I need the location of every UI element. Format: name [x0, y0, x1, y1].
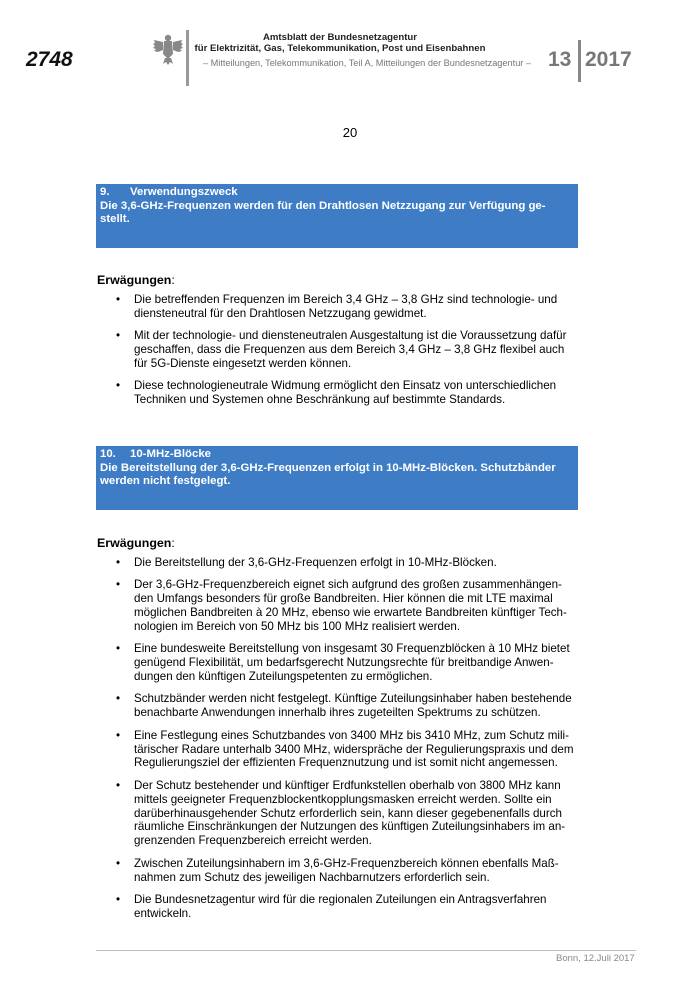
list-item [96, 779, 580, 849]
issue-number: 13 [548, 48, 572, 71]
page-number: 2748 [26, 48, 73, 71]
gazette-title-line2: für Elektrizität, Gas, Telekommunikation, Post und Eisenbahnen [194, 43, 486, 54]
section-9-box [96, 184, 578, 248]
bullet-glyph: • [116, 379, 121, 393]
list-item [96, 642, 580, 684]
list-item [96, 578, 580, 634]
federal-eagle-icon [152, 32, 184, 66]
section-9-title: Verwendungszweck [130, 186, 238, 198]
bullet-glyph: • [116, 692, 121, 706]
considerations-heading: Erwägungen [97, 273, 172, 287]
list-item-text: Der 3,6-GHz-Frequenzbereich eignet sich aufgrund des großen zusammenhängen- den Umfangs besonders für große Bandbreiten. Hier können die mit LTE maximal möglichen Bandbreiten à 20 MHz, ebenso wie erwartete Bandbreiten künftiger Tech- nologien im Bereich von 50 MHz bis 100 MHz realisiert werden. [134, 578, 567, 634]
bullet-glyph: • [116, 578, 121, 592]
list-item-text: Eine bundesweite Bereitstellung von insgesamt 30 Frequenzblöcken à 10 MHz bietet genügend Flexibilität, um bedarfsgerecht Nutzungsrechte für breitbandige Anwen- dungen den künftigen Zuteilungspetenten zu ermöglichen. [134, 642, 570, 684]
considerations-label-2 [97, 536, 175, 550]
bullet-glyph: • [116, 329, 121, 343]
gazette-subtitle: – Mitteilungen, Telekommunikation, Teil A, Mitteilungen der Bundesnetzagentur – [202, 58, 532, 68]
bullet-glyph: • [116, 856, 121, 870]
section-10-title: 10-MHz-Blöcke [130, 448, 212, 460]
considerations-colon: : [171, 536, 175, 550]
list-item-text: Eine Festlegung eines Schutzbandes von 3400 MHz bis 3410 MHz, zum Schutz mili- tärischer Radare unterhalb 3400 MHz, widerspräche der Regulierungspraxis und dem Regulierungsziel der effizienten Frequenznutzung und ist somit nicht angemessen. [134, 728, 574, 770]
considerations-label-1 [97, 273, 175, 287]
bullet-glyph: • [116, 778, 121, 792]
list-item [96, 556, 580, 570]
document-page-number: 20 [342, 125, 358, 140]
considerations-list-2 [96, 556, 580, 929]
list-item [96, 329, 580, 371]
list-item [96, 692, 580, 720]
considerations-heading: Erwägungen [97, 536, 172, 550]
considerations-list-1 [96, 293, 580, 416]
section-10-box [96, 446, 578, 510]
list-item-text: Zwischen Zuteilungsinhabern im 3,6-GHz-Frequenzbereich können ebenfalls Maß- nahmen zum Schutz des jeweiligen Nachbarnutzers erforderlich sein. [134, 856, 559, 884]
list-item-text: Die Bundesnetzagentur wird für die regionalen Zuteilungen ein Antragsverfahren entwickeln. [134, 892, 547, 920]
list-item [96, 857, 580, 885]
bullet-glyph: • [116, 728, 121, 742]
gazette-title-line1: Amtsblatt der Bundesnetzagentur [262, 32, 418, 43]
list-item-text: Mit der technologie- und diensteneutralen Ausgestaltung ist die Voraussetzung dafür geschaffen, dass die Frequenzen aus dem Bereich 3,4 GHz – 3,8 GHz flexibel auch für 5G-Dienste eingesetzt werden können. [134, 329, 567, 371]
list-item [96, 379, 580, 407]
bullet-glyph: • [116, 556, 121, 569]
header-divider [186, 30, 189, 86]
list-item-text: Diese technologieneutrale Widmung ermöglicht den Einsatz von unterschiedlichen Techniken und Systemen ohne Beschränkung auf bestimmte Standards. [134, 379, 557, 407]
section-9-text: Die 3,6-GHz-Frequenzen werden für den Drahtlosen Netzzugang zur Verfügung ge- stellt. [100, 199, 546, 225]
section-10-number: 10. [100, 448, 116, 460]
list-item [96, 893, 580, 921]
list-item-text: Schutzbänder werden nicht festgelegt. Künftige Zuteilungsinhaber haben bestehende benachbarte Anwendungen innerhalb ihres zugeteilten Spektrums zu schützen. [134, 692, 572, 720]
considerations-colon: : [171, 273, 175, 287]
list-item-text: Die betreffenden Frequenzen im Bereich 3,4 GHz – 3,8 GHz sind technologie- und diensteneutral für den Drahtlosen Netzzugang gewidmet. [134, 293, 558, 320]
list-item [96, 729, 580, 771]
list-item-text: Die Bereitstellung der 3,6-GHz-Frequenzen erfolgt in 10-MHz-Blöcken. [134, 556, 497, 569]
section-9-number: 9. [100, 186, 110, 198]
bullet-glyph: • [116, 293, 121, 306]
issue-divider [578, 40, 581, 82]
gazette-title [190, 32, 490, 54]
footer-date: Bonn, 12.Juli 2017 [556, 953, 635, 964]
list-item-text: Der Schutz bestehender und künftiger Erdfunkstellen oberhalb von 3800 MHz kann mittels geeigneter Frequenzblockentkopplungsmasken erreicht werden. Sollte ein darüberhinausgehender Schutz erforderlich sein, kann dieser gegebenenfalls durch räumliche Einschränkungen der Nutzungen des künftigen Zuteilungsinhabers im an- grenzenden Frequenzbereich erreicht werden. [134, 778, 566, 848]
bullet-glyph: • [116, 642, 121, 656]
section-10-text: Die Bereitstellung der 3,6-GHz-Frequenzen erfolgt in 10-MHz-Blöcken. Schutzbänder werden nicht festgelegt. [100, 461, 556, 487]
bullet-glyph: • [116, 892, 121, 906]
footer-divider [96, 950, 636, 951]
list-item [96, 293, 580, 321]
issue-year: 2017 [585, 48, 632, 71]
